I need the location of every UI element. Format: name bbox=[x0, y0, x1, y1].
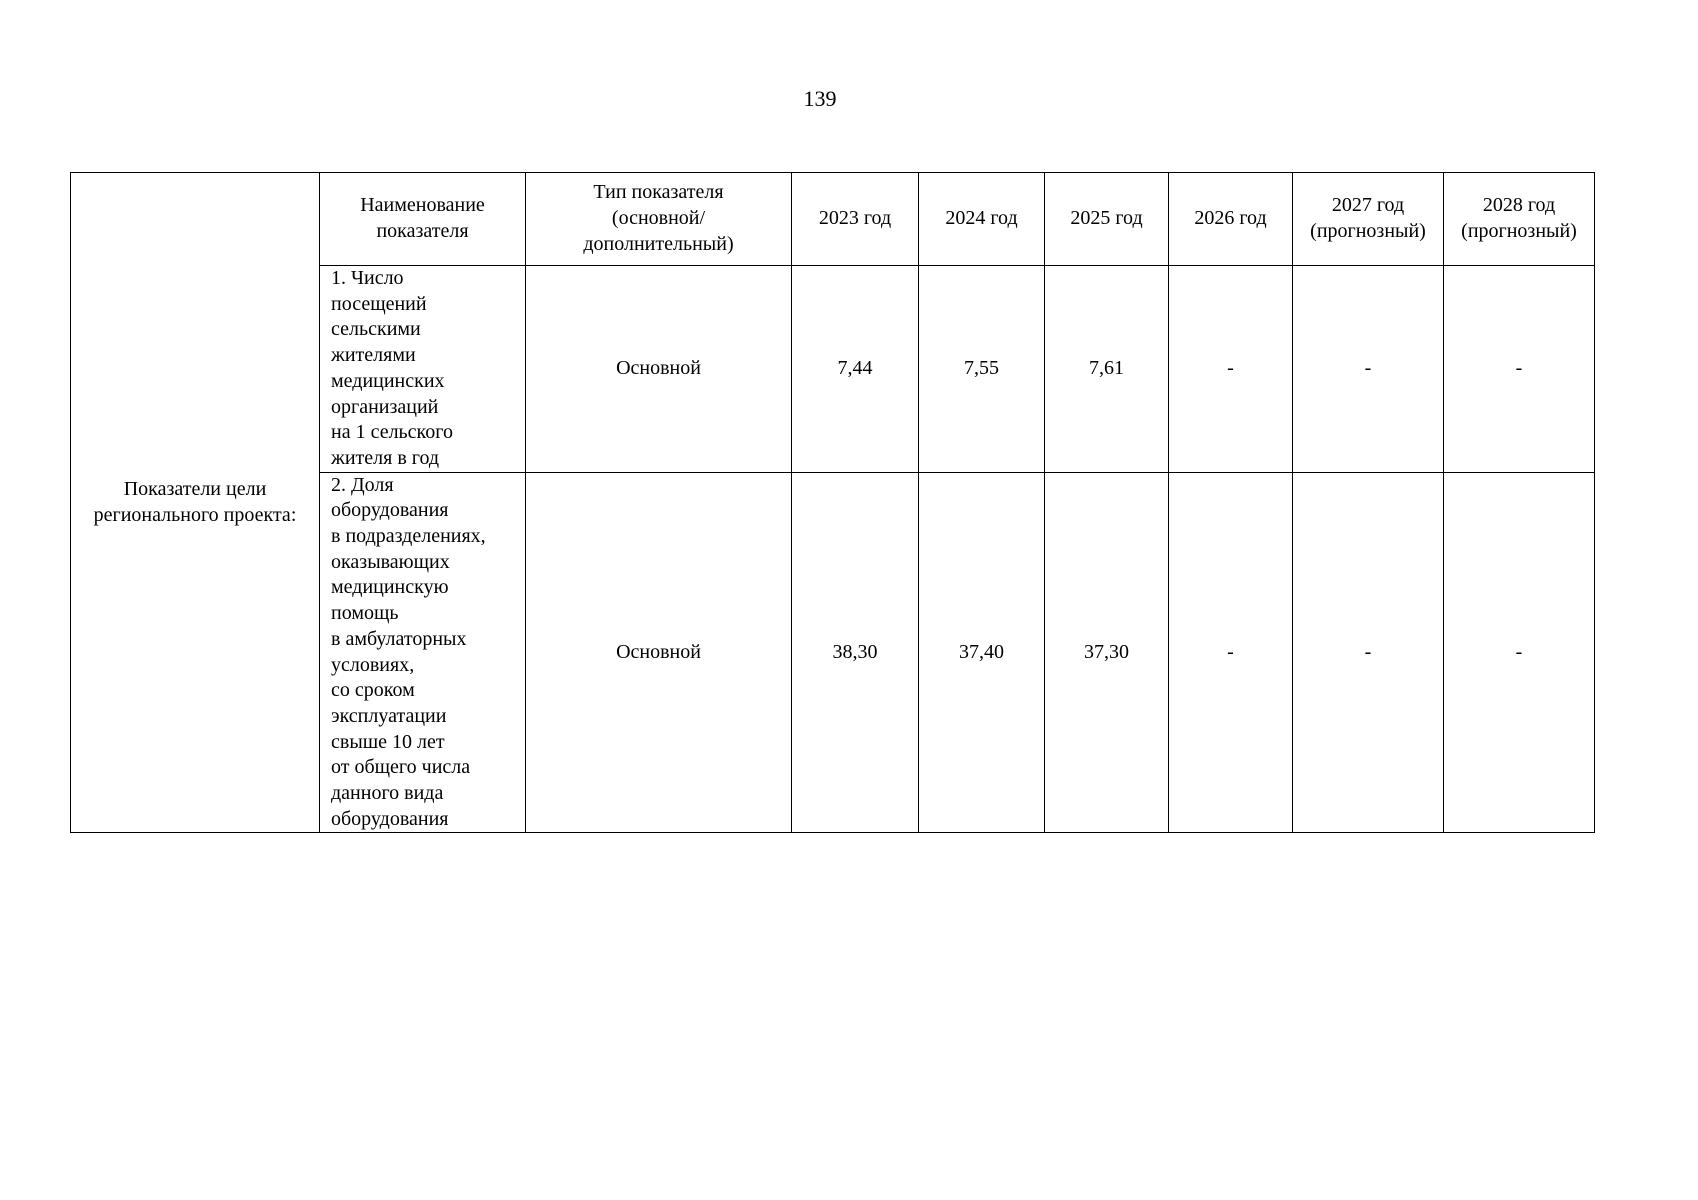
goal-indicators-cell bbox=[71, 173, 320, 833]
indicator-type: Основной bbox=[526, 266, 792, 473]
header-indicator-type: Тип показателя (основной/ дополнительный) bbox=[526, 173, 792, 266]
value-2024: 7,55 bbox=[919, 266, 1045, 473]
header-year-2024: 2024 год bbox=[919, 173, 1045, 266]
value-2027: - bbox=[1293, 266, 1444, 473]
indicator-type: Основной bbox=[526, 472, 792, 833]
indicator-name: 2. Доля оборудования в подразделениях, оказывающих медицинскую помощь в амбулаторных условиях, со сроком эксплуатации свыше 10 лет от общего числа данного вида оборудования bbox=[320, 472, 526, 833]
indicators-table bbox=[70, 172, 1595, 833]
value-2023: 7,44 bbox=[792, 266, 919, 473]
value-2024: 37,40 bbox=[919, 472, 1045, 833]
header-year-2023: 2023 год bbox=[792, 173, 919, 266]
value-2026: - bbox=[1169, 472, 1293, 833]
value-2028: - bbox=[1444, 472, 1595, 833]
header-year-2027: 2027 год (прогнозный) bbox=[1293, 173, 1444, 266]
page-number: 139 bbox=[803, 86, 837, 111]
header-year-2026: 2026 год bbox=[1169, 173, 1293, 266]
header-indicator-name: Наименование показателя bbox=[320, 173, 526, 266]
value-2023: 38,30 bbox=[792, 472, 919, 833]
goal-indicators-label: Показатели цели регионального проекта: bbox=[93, 478, 297, 526]
header-year-2028: 2028 год (прогнозный) bbox=[1444, 173, 1595, 266]
value-2028: - bbox=[1444, 266, 1595, 473]
value-2026: - bbox=[1169, 266, 1293, 473]
value-2027: - bbox=[1293, 472, 1444, 833]
indicator-name: 1. Число посещений сельскими жителями медицинских организаций на 1 сельского жителя в год bbox=[320, 266, 526, 473]
header-year-2025: 2025 год bbox=[1045, 173, 1169, 266]
value-2025: 37,30 bbox=[1045, 472, 1169, 833]
header-row bbox=[71, 173, 1595, 266]
value-2025: 7,61 bbox=[1045, 266, 1169, 473]
